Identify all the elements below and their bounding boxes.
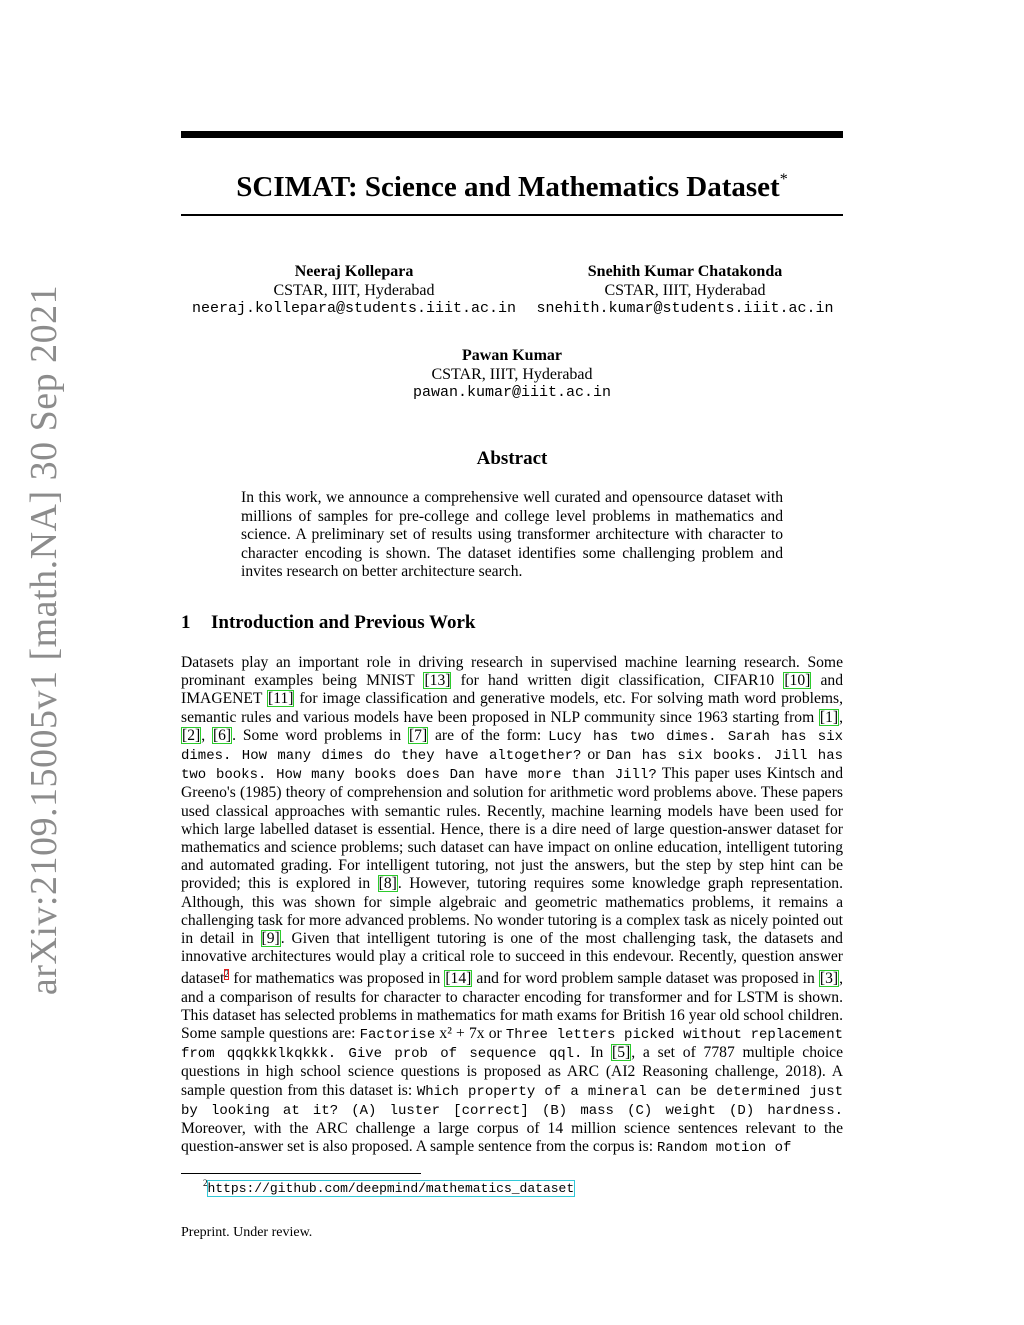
author-email[interactable]: snehith.kumar@students.iiit.ac.in <box>536 300 834 317</box>
citation-link[interactable]: [1] <box>819 708 839 726</box>
citation-link[interactable]: [3] <box>819 970 839 988</box>
author-email[interactable]: neeraj.kollepara@students.iiit.ac.in <box>191 300 517 317</box>
example-problem: Lucy has two dimes. Sarah has six dimes. How many dimes do they have altogether? <box>181 728 844 765</box>
citation-link[interactable]: [8] <box>378 875 397 893</box>
title-top-rule <box>181 131 843 138</box>
abstract-text: In this work, we announce a comprehensive well curated and opensource dataset with millions of samples for pre-college and college level problems in mathematics and science. A preliminary set of results using transformer architecture with character to character encoding is shown. The dataset identifies some challenging problem and invites research on better architecture search. <box>241 489 783 580</box>
title-footnote-mark: * <box>779 171 788 188</box>
citation-link[interactable]: [9] <box>261 930 280 948</box>
math-expression: x² + 7x <box>439 1025 485 1043</box>
author-name: Neeraj Kollepara <box>294 263 414 280</box>
author-affiliation: CSTAR, IIIT, Hyderabad <box>273 281 435 299</box>
section-heading <box>181 612 475 634</box>
citation-link[interactable]: [13] <box>424 672 451 690</box>
intro-paragraph: Datasets play an important role in driving research in supervised machine learning research. Some prominant examples being MNIST [13] for hand written digit classification, CIFAR10 [10] and IMAGENET [11] for image classification and generative models, etc. For solving math word problems, semantic rules and various models have been proposed in NLP community since 1963 starting from [1], [2], [6]. Some word problems in [7] are of the form: Lucy has two dimes. Sarah has six dimes. How many dimes do they have altogether? or Dan has six books. Jill has two books. How many books does Dan have more than Jill? This paper uses Kintsch and Greeno's (1985) theory of comprehension and solution for arithmetic word problems above. These papers used classical approaches with semantic rules. Recently, machine learning models have been used for which large labelled dataset is essential. Hence, there is a dire need of large question-answer dataset for mathematics and science problems; such dataset can have impact on online education, intelligent tutoring and automated grading. For intelligent tutoring, not just the answers, but the step by step hint can be provided; this is explored in [8]. However, tutoring requires some knowledge graph representation. Although, this was shown for simple algebraic and geometric mathematics problems, it remains a challenging task for more advanced problems. No wonder tutoring is a complex task as nicely pointed out in detail in [9]. Given that intelligent tutoring is one of the most challenging task, the datasets and innovative architectures would play a critical role to succeed in this endevour. Recently, question answer dataset$^2$ for mathematics was proposed in [14] and for word problem sample dataset was proposed in [3], and a comparison of results for character to character encoding for transformer and for LSTM is shown. This dataset has selected problems in mathematics for math exams for British 16 year old school children. Some sample questions are: Factorise x² + 7x or Three letters picked without replacement from qqqkkklkqkkk. Give prob of sequence qql. In [5], a set of 7787 multiple choice questions in high school science questions is proposed as ARC (AI2 Reasoning challenge, 2018). A sample question from this dataset is: Which property of a mineral can be determined just by looking at it? (A) luster [correct] (B) mass (C) weight (D) hardness. Moreover, with the ARC challenge a large corpus of 14 million science sentences relevant to the question-answer set is also proposed. A sample sentence from the corpus is: Random motion of <box>181 654 844 1157</box>
footnote-rule <box>181 1173 421 1174</box>
section-number: 1 <box>181 612 191 633</box>
example-problem: Which property of a mineral can be determined just by looking at it? (A) luster [correct] (B) mass (C) weight (D) hardness. <box>181 1083 843 1119</box>
citation-link[interactable]: [5] <box>612 1044 631 1062</box>
abstract-heading: Abstract <box>476 448 548 469</box>
section-title: Introduction and Previous Work <box>211 612 476 633</box>
citation-link[interactable]: [10] <box>784 672 811 690</box>
author-name: Pawan Kumar <box>462 347 562 364</box>
title-bottom-rule <box>181 214 843 216</box>
citation-link[interactable]: [14] <box>445 970 472 988</box>
footnote <box>203 1178 574 1197</box>
example-problem: Dan has six books. Jill has two books. How many books does Dan have more than Jill? <box>181 748 844 784</box>
author-block <box>181 263 527 319</box>
citation-link[interactable]: [7] <box>408 726 428 744</box>
author-affiliation: CSTAR, IIIT, Hyderabad <box>431 365 593 383</box>
footnote-reference[interactable]: 2 <box>224 969 230 981</box>
footnote-mark: 2 <box>203 1178 208 1188</box>
citation-link[interactable]: [11] <box>268 690 294 708</box>
citation-link[interactable]: [2] <box>182 726 201 744</box>
author-name: Snehith Kumar Chatakonda <box>587 263 783 280</box>
author-email[interactable]: pawan.kumar@iiit.ac.in <box>412 384 612 401</box>
author-block <box>527 263 843 319</box>
preprint-notice: Preprint. Under review. <box>181 1225 313 1240</box>
paper-title: SCIMAT: Science and Mathematics Dataset* <box>236 171 788 203</box>
citation-link[interactable]: [6] <box>212 726 232 744</box>
author-affiliation: CSTAR, IIIT, Hyderabad <box>604 281 766 299</box>
example-problem: Three letters picked without replacement from qqqkkklkqkkk. Give prob of sequence qql. <box>181 1027 843 1063</box>
example-problem: Random motion of <box>656 1140 792 1157</box>
footnote-url-link[interactable]: https://github.com/deepmind/mathematics_dataset <box>207 1180 575 1196</box>
example-problem: Factorise <box>359 1027 436 1044</box>
author-block <box>181 347 843 403</box>
